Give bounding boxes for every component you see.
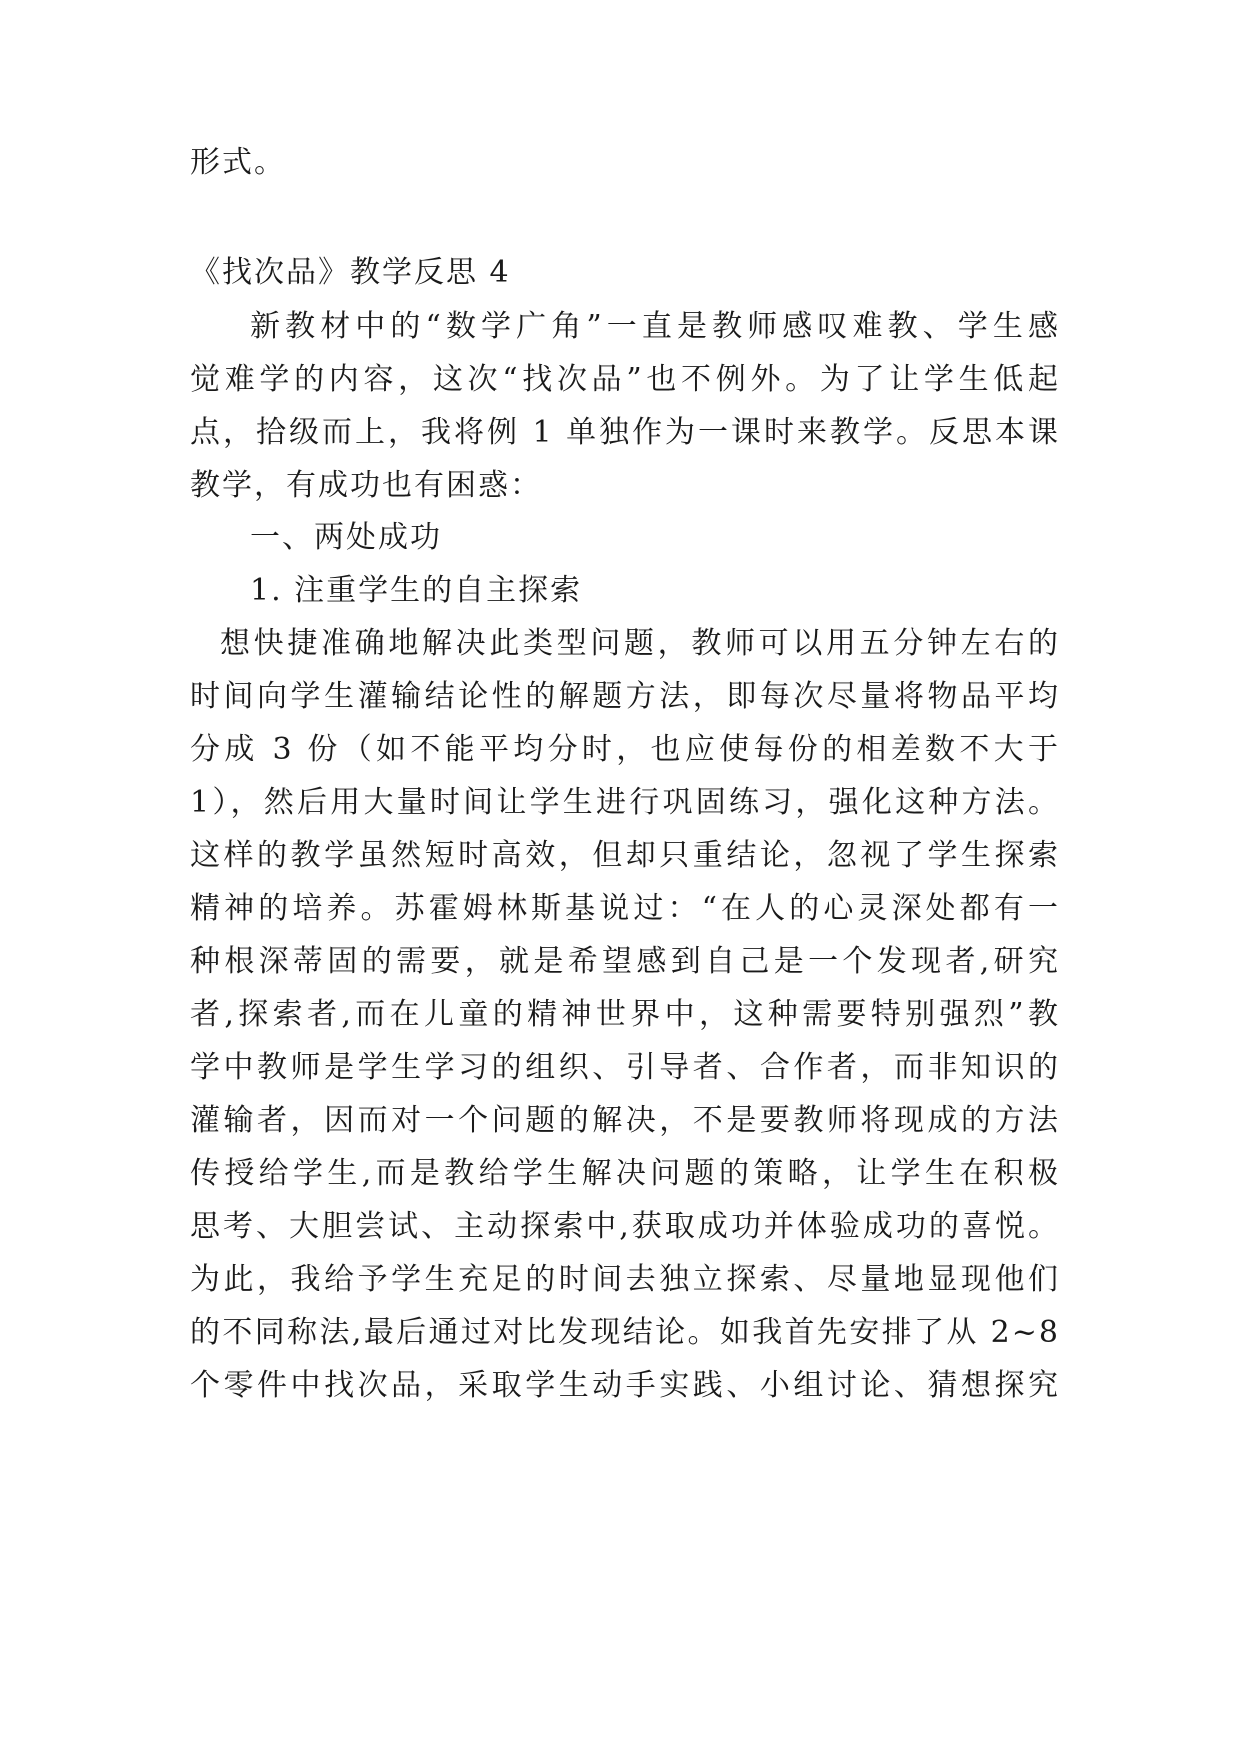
text-line: 的不同称法,最后通过对比发现结论。如我首先安排了从 2~8 bbox=[190, 1315, 1060, 1350]
text-line: 点，拾级而上，我将例 1 单独作为一课时来教学。反思本课 bbox=[190, 415, 1060, 450]
subheading: 一、两处成功 bbox=[250, 520, 442, 555]
text-line: 觉难学的内容，这次“找次品”也不例外。为了让学生低起 bbox=[190, 362, 1060, 397]
text-line: 学中教师是学生学习的组织、引导者、合作者，而非知识的 bbox=[190, 1050, 1060, 1085]
text-line: 思考、大胆尝试、主动探索中,获取成功并体验成功的喜悦。 bbox=[190, 1209, 1060, 1244]
text-line: 想快捷准确地解决此类型问题，教师可以用五分钟左右的 bbox=[220, 626, 1060, 661]
subheading: 1. 注重学生的自主探索 bbox=[250, 573, 583, 608]
text-line: 者,探索者,而在儿童的精神世界中，这种需要特别强烈”教 bbox=[190, 997, 1060, 1032]
text-line: 分成 3 份（如不能平均分时，也应使每份的相差数不大于 bbox=[190, 732, 1060, 767]
text-line: 形式。 bbox=[190, 145, 286, 180]
text-line: 这样的教学虽然短时高效，但却只重结论，忽视了学生探索 bbox=[190, 838, 1060, 873]
section-title: 《找次品》教学反思 4 bbox=[190, 255, 511, 290]
text-line: 传授给学生,而是教给学生解决问题的策略，让学生在积极 bbox=[190, 1156, 1060, 1191]
text-line: 灌输者，因而对一个问题的解决，不是要教师将现成的方法 bbox=[190, 1103, 1060, 1138]
text-line: 种根深蒂固的需要，就是希望感到自己是一个发现者,研究 bbox=[190, 944, 1060, 979]
text-line: 新教材中的“数学广角”一直是教师感叹难教、学生感 bbox=[250, 309, 1060, 344]
text-line: 1），然后用大量时间让学生进行巩固练习，强化这种方法。 bbox=[190, 785, 1060, 820]
text-line: 精神的培养。苏霍姆林斯基说过：“在人的心灵深处都有一 bbox=[190, 891, 1060, 926]
text-line: 教学，有成功也有困惑： bbox=[190, 468, 542, 503]
text-line: 时间向学生灌输结论性的解题方法，即每次尽量将物品平均 bbox=[190, 679, 1060, 714]
text-line: 为此，我给予学生充足的时间去独立探索、尽量地显现他们 bbox=[190, 1262, 1060, 1297]
text-line: 个零件中找次品，采取学生动手实践、小组讨论、猜想探究 bbox=[190, 1368, 1060, 1403]
